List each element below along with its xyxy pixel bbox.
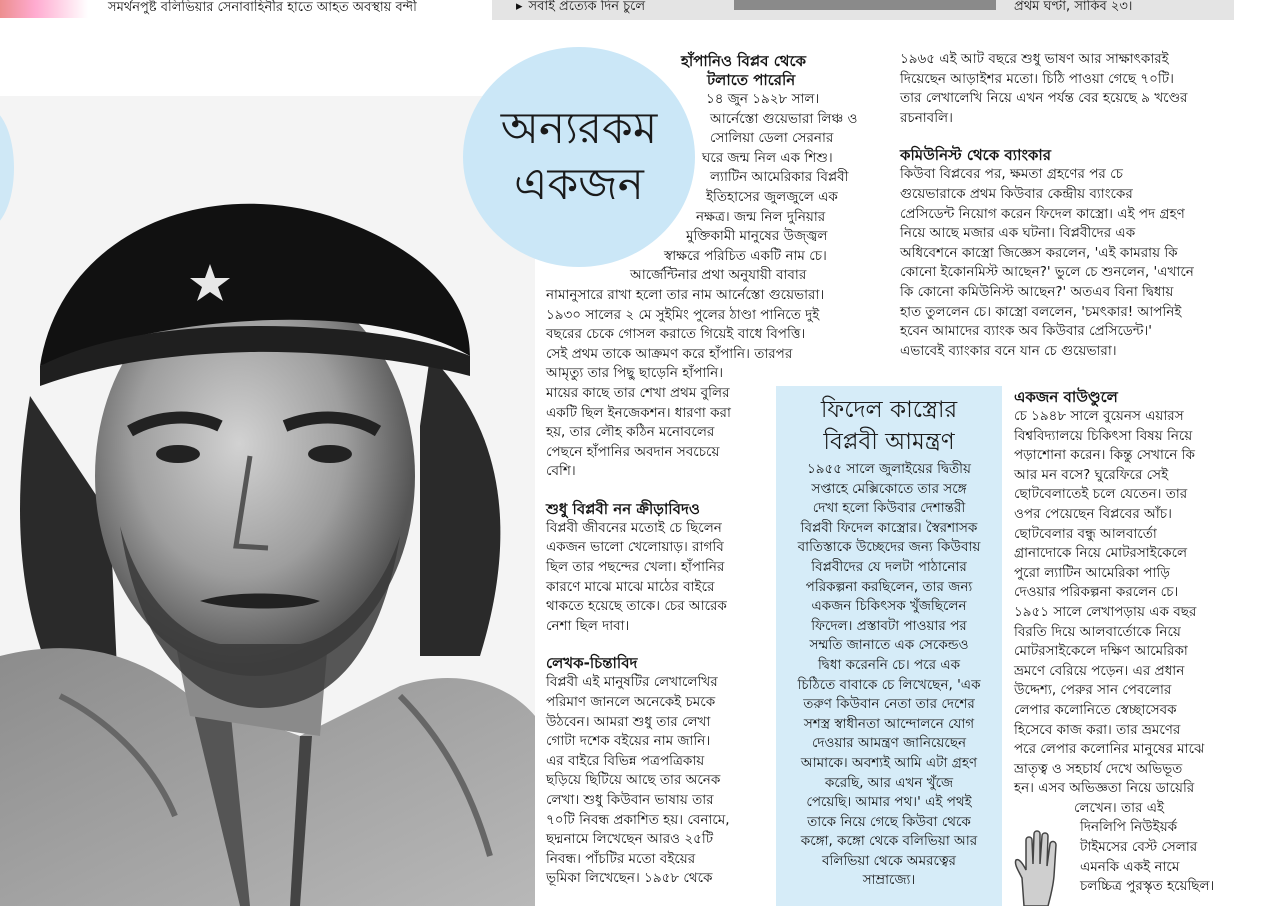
paragraph-line: দিনলিপি নিউইয়র্ক — [1080, 819, 1178, 836]
subhead-asthma-2: টলাতে পারেনি — [707, 71, 796, 89]
paragraph-line: ফিদেল। প্রস্তাবটা পাওয়ার পর — [811, 617, 967, 634]
paragraph-line: ভ্রমণে বেরিয়ে পড়েন। এর প্রধান — [1014, 662, 1185, 679]
paragraph-line: লেখা। শুধু কিউবান ভাষায় তার — [546, 792, 714, 808]
paragraph-line: পরিকল্পনা করছিলেন, তার জন্য — [805, 578, 973, 595]
paragraph-line: মোটরসাইকেলে দক্ষিণ আমেরিকা — [1014, 643, 1188, 660]
paragraph-line: কিউবা বিপ্লবের পর, ক্ষমতা গ্রহণের পর চে — [900, 166, 1123, 183]
paragraph-line: ওপর পেয়েছেন বিপ্লবের আঁচ। — [1014, 505, 1172, 522]
paragraph-line: নিয়ে আছে মজার এক ঘটনা। বিপ্লবীদের এক — [900, 225, 1136, 242]
paragraph-line: উদ্দেশ্য, পেরুর সান পেবলোর — [1014, 682, 1172, 699]
paragraph-line: পেয়েছি। আমার পথ।' এই পথই — [806, 794, 972, 811]
portrait-illustration — [0, 96, 535, 906]
paragraph-line: চে ১৯৪৮ সালে বুয়েনস এয়ারস — [1014, 408, 1184, 424]
fidel-box-body — [784, 460, 994, 891]
subhead-writer: লেখক-চিন্তাবিদ — [546, 654, 638, 673]
paragraph-line: আর্জেন্টিনার প্রথা অনুযায়ী বাবার — [630, 267, 807, 284]
article-column-3-lower — [1014, 388, 1236, 897]
top-middle-caption — [516, 0, 645, 18]
portrait-photo — [0, 96, 535, 906]
fidel-title-line-1: ফিদেল কাস্ত্রোর — [820, 397, 958, 423]
paragraph-line: নক্ষত্র। জন্ম নিল দুনিয়ার — [696, 208, 826, 225]
paragraph-line: একজন চিকিৎসক খুঁজছিলেন — [811, 598, 967, 615]
paragraph-line: ১৯৬৫ এই আট বছরে শুধু ভাষণ আর সাক্ষাৎকারই — [900, 51, 1169, 67]
paragraph-line: দিয়েছেন আড়াইশর মতো। চিঠি পাওয়া গেছে ৭০টি। — [900, 70, 1174, 87]
paragraph-line: করেছি, আর এখন খুঁজে — [824, 774, 954, 791]
paragraph-line: ছদ্মনামে লিখেছেন আরও ২৫টি — [546, 831, 714, 848]
paragraph-line: পুরো ল্যাটিন আমেরিকা পাড়ি — [1014, 564, 1170, 581]
article-column-3 — [900, 50, 1232, 361]
top-middle-caption-text: সবাই প্রত্যেক দিন চুলে — [528, 0, 646, 14]
paragraph-line: টাইমসের বেস্ট সেলার — [1080, 839, 1198, 856]
paragraph-line: গোটা দশেক বইয়ের নাম জানি। — [546, 733, 711, 750]
paragraph-line: উঠবেন। আমরা শুধু তার লেখা — [546, 713, 711, 730]
paragraph-line: ঘরে জন্ম নিল এক শিশু। — [702, 149, 833, 166]
paragraph-line: ভ্রাতৃত্ব ও সহচার্য দেখে অভিভূত — [1014, 760, 1183, 777]
paragraph-line: হবেন আমাদের ব্যাংক অব কিউবার প্রেসিডেন্ট।' — [900, 323, 1152, 340]
paragraph-line: আমৃত্যু তার পিছু ছাড়েনি হাঁপানি। — [546, 365, 724, 382]
paragraph-line: বলিভিয়া থেকে অমরত্বের — [822, 852, 956, 869]
paragraph-line: নিবন্ধ। পাঁচটির মতো বইয়ের — [546, 850, 696, 867]
paragraph-line: চিঠিতে বাবাকে চে লিখেছেন, 'এক — [797, 676, 981, 693]
paragraph-line: পড়াশোনা করেন। কিন্তু সেখানে কি — [1014, 447, 1195, 464]
paragraph-line: বিরতি দিয়ে আলবার্তোকে নিয়ে — [1014, 623, 1181, 640]
paragraph-line: গ্রানাদোকে নিয়ে মোটরসাইকেলে — [1014, 545, 1188, 562]
paragraph-line: গুয়েভারাকে প্রথম কিউবার কেন্দ্রীয় ব্যাংকের — [900, 185, 1133, 202]
paragraph-line: একজন ভালো খেলোয়াড়। রাগবি — [546, 539, 724, 556]
paragraph-line: তাকে নিয়ে গেছে কিউবা থেকে — [807, 813, 971, 830]
paragraph-line: ছিল তার পছন্দের খেলা। হাঁপানির — [546, 559, 725, 576]
paragraph-line: হন। এসব অভিজ্ঞতা নিয়ে ডায়েরি — [1014, 780, 1195, 797]
paragraph-line: আমাকে। অবশ্যই আমি এটা গ্রহণ — [800, 754, 978, 771]
paragraph-line: ছোটবেলার বন্ধু আলবার্তো — [1014, 525, 1157, 542]
headline-line-1: অন্যরকম — [500, 103, 658, 154]
paragraph-line: এমনকি একই নামে — [1080, 858, 1180, 875]
triangle-bullet-icon: ▸ — [516, 0, 523, 14]
paragraph-line: এর বাইরে বিভিন্ন পত্রপত্রিকায় — [546, 752, 705, 769]
paragraph-line: সাম্রাজ্যে। — [862, 872, 916, 889]
paragraph-line: বিপ্লবী জীবনের মতোই চে ছিলেন — [546, 519, 722, 536]
paragraph-line: ভূমিকা লিখেছেন। ১৯৫৮ থেকে — [546, 870, 713, 887]
top-middle-photo — [734, 0, 996, 10]
section-banker — [900, 146, 1232, 361]
paragraph-line: সশস্ত্র স্বাধীনতা আন্দোলনে যোগ — [803, 715, 975, 732]
fidel-box-title — [790, 394, 988, 458]
paragraph-line: থাকতে হয়েছে তাকে। চের আরেক — [546, 598, 727, 615]
paragraph-line: বিপ্লবী ফিদেল কাস্ত্রোর। স্বৈরশাসক — [800, 519, 978, 536]
paragraph-line: প্রেসিডেন্ট নিয়োগ করেন ফিদেল কাস্ত্রো। এই পদ গ্রহণ — [900, 205, 1185, 222]
paragraph-line: ছোটবেলাতেই চলে যেতেন। তার — [1014, 486, 1188, 503]
paragraph-line: সপ্তাহে মেক্সিকোতে তার সঙ্গে — [811, 480, 967, 497]
top-left-thumbnail — [0, 0, 88, 18]
paragraph-line: ১৯৫৫ সালে জুলাইয়ের দ্বিতীয় — [807, 461, 971, 477]
paragraph-line: হয়, তার লৌহ কঠিন মনোবলের — [546, 424, 715, 441]
subhead-vagabond: একজন বাউণ্ডুলে — [1014, 388, 1118, 406]
paragraph-line: বছরের চেকে গোসল করাতে গিয়েই বাধে বিপত্তি। — [546, 326, 806, 343]
paragraph-line: বিশ্ববিদ্যালয়ে চিকিৎসা বিষয় নিয়ে — [1014, 427, 1193, 444]
paragraph-line: বাতিস্তাকে উচ্ছেদের জন্য কিউবায় — [797, 539, 981, 556]
paragraph-line: ইতিহাসের জুলজুলে এক — [706, 188, 838, 205]
paragraph-line: আর্নেস্তো গুয়েভারা লিঞ্চ ও — [710, 110, 858, 127]
paragraph-line: তরুণ কিউবান নেতা তার দেশের — [803, 696, 975, 713]
paragraph-line: ছড়িয়ে ছিটিয়ে আছে তার অনেক — [546, 772, 721, 789]
paragraph-line: লেপার কলোনিতে স্বেচ্ছাসেবক — [1014, 701, 1177, 718]
hand-sketch-icon — [1006, 826, 1070, 906]
paragraph-line: ১৯৫১ সালে লেখাপড়ায় এক বছর — [1014, 603, 1197, 620]
paragraph-line: বিপ্লবীদের যে দলটা পাঠানোর — [811, 558, 967, 575]
headline-line-2: একজন — [514, 159, 644, 210]
paragraph-line: আর মন বসে? ঘুরেফিরে সেই — [1014, 466, 1169, 483]
paragraph-line: নামানুসারে রাখা হলো তার নাম আর্নেস্তো গুয়েভারা। — [546, 286, 825, 303]
paragraph-line: হিসেবে কাজ করা। তার ভ্রমণের — [1014, 721, 1181, 738]
paragraph-line: দ্বিধা করেননি চে। পরে এক — [817, 656, 961, 673]
paragraph-line: চলচ্চিত্র পুরস্কৃত হয়েছিল। — [1080, 878, 1215, 895]
paragraph-line: হাত তুললেন চে। কাস্ত্রো বললেন, 'চমৎকার! আপনিই — [900, 303, 1182, 320]
paragraph-line: মুক্তিকামী মানুষের উজ্জ্বল — [686, 228, 828, 245]
paragraph-line: লেখেন। তার এই — [1074, 799, 1165, 816]
fidel-title-line-2: বিপ্লবী আমন্ত্রণ — [823, 429, 955, 455]
paragraph-line: তার লেখালেখি নিয়ে এখন পর্যন্ত বের হয়েছে ৯ খণ্ডের — [900, 90, 1188, 107]
paragraph-line: কারণে মাঝে মাঝে মাঠের বাইরে — [546, 578, 715, 595]
paragraph-line: সম্মতি জানাতে এক সেকেন্ডও — [809, 637, 969, 654]
paragraph-line: পরে লেপার কলোনির মানুষের মাঝে — [1014, 741, 1205, 758]
paragraph-line: কোনো ইকোনমিস্ট আছেন?' ভুলে চে শুনলেন, 'এখানে — [900, 264, 1194, 281]
subhead-banker: কমিউনিস্ট থেকে ব্যাংকার — [900, 146, 1052, 165]
paragraph-line: অধিবেশনে কাস্ত্রো জিজ্ঞেস করলেন, 'এই কামরায় কি — [900, 244, 1178, 261]
paragraph-line: সেই প্রথম তাকে আক্রমণ করে হাঁপানি। তারপর — [546, 345, 793, 362]
paragraph-line: স্বাক্ষরে পরিচিত একটি নাম চে। — [664, 247, 827, 264]
paragraph-line: বিপ্লবী এই মানুষটির লেখালেখির — [546, 674, 718, 691]
paragraph-line: পেছনে হাঁপানির অবদান সবচেয়ে — [546, 443, 720, 460]
paragraph-line: দেওয়ার আমন্ত্রণ জানিয়েছেন — [811, 735, 967, 752]
subhead-sports: শুধু বিপ্লবী নন ক্রীড়াবিদও — [546, 499, 700, 518]
top-right-caption: প্রথম ঘণ্টা, সাকিব ২৩। — [1014, 0, 1133, 14]
paragraph-line: এভাবেই ব্যাংকার বনে যান চে গুয়েভারা। — [900, 342, 1117, 359]
paragraph-line: কঙ্গো, কঙ্গো থেকে বলিভিয়া আর — [800, 833, 978, 850]
subhead-asthma-1: হাঁপানিও বিপ্লব থেকে — [681, 52, 807, 70]
paragraph-line: পরিমাণ জানলে অনেকেই চমকে — [546, 694, 716, 711]
paragraph-line: সোলিয়া ডেলা সেরনার — [710, 130, 834, 147]
paragraph-line: মায়ের কাছে তার শেখা প্রথম বুলির — [546, 384, 730, 401]
paragraph-line: কি কোনো কমিউনিস্ট আছেন?' অতএব বিনা দ্বিধায় — [900, 283, 1174, 300]
paragraph-line: নেশা ছিল দাবা। — [546, 617, 630, 634]
paragraph-line: রচনাবলি। — [900, 109, 953, 126]
paragraph-line: ১৪ জুন ১৯২৮ সাল। — [706, 91, 820, 107]
paragraph-line: ল্যাটিন আমেরিকার বিপ্লবী — [710, 169, 849, 186]
paragraph-line: দেওয়ার পরিকল্পনা করলেন চে। — [1014, 584, 1179, 601]
paragraph-line: ১৯৩০ সালের ২ মে সুইমিং পুলের ঠাণ্ডা পানিতে দুই — [546, 306, 820, 323]
paragraph-line: ৭০টি নিবন্ধ প্রকাশিত হয়। বেনামে, — [546, 811, 730, 828]
top-left-caption: সমর্থনপুষ্ট বলিভিয়ার সেনাবাহিনীর হাতে আহত অবস্থায় বন্দী — [108, 0, 417, 15]
paragraph-line: একটি ছিল ইনজেকশন। ধারণা করা — [546, 404, 731, 421]
paragraph-line: বেশি। — [546, 463, 576, 480]
paragraph-line: দেখা হলো কিউবার দেশান্তরী — [812, 500, 966, 517]
